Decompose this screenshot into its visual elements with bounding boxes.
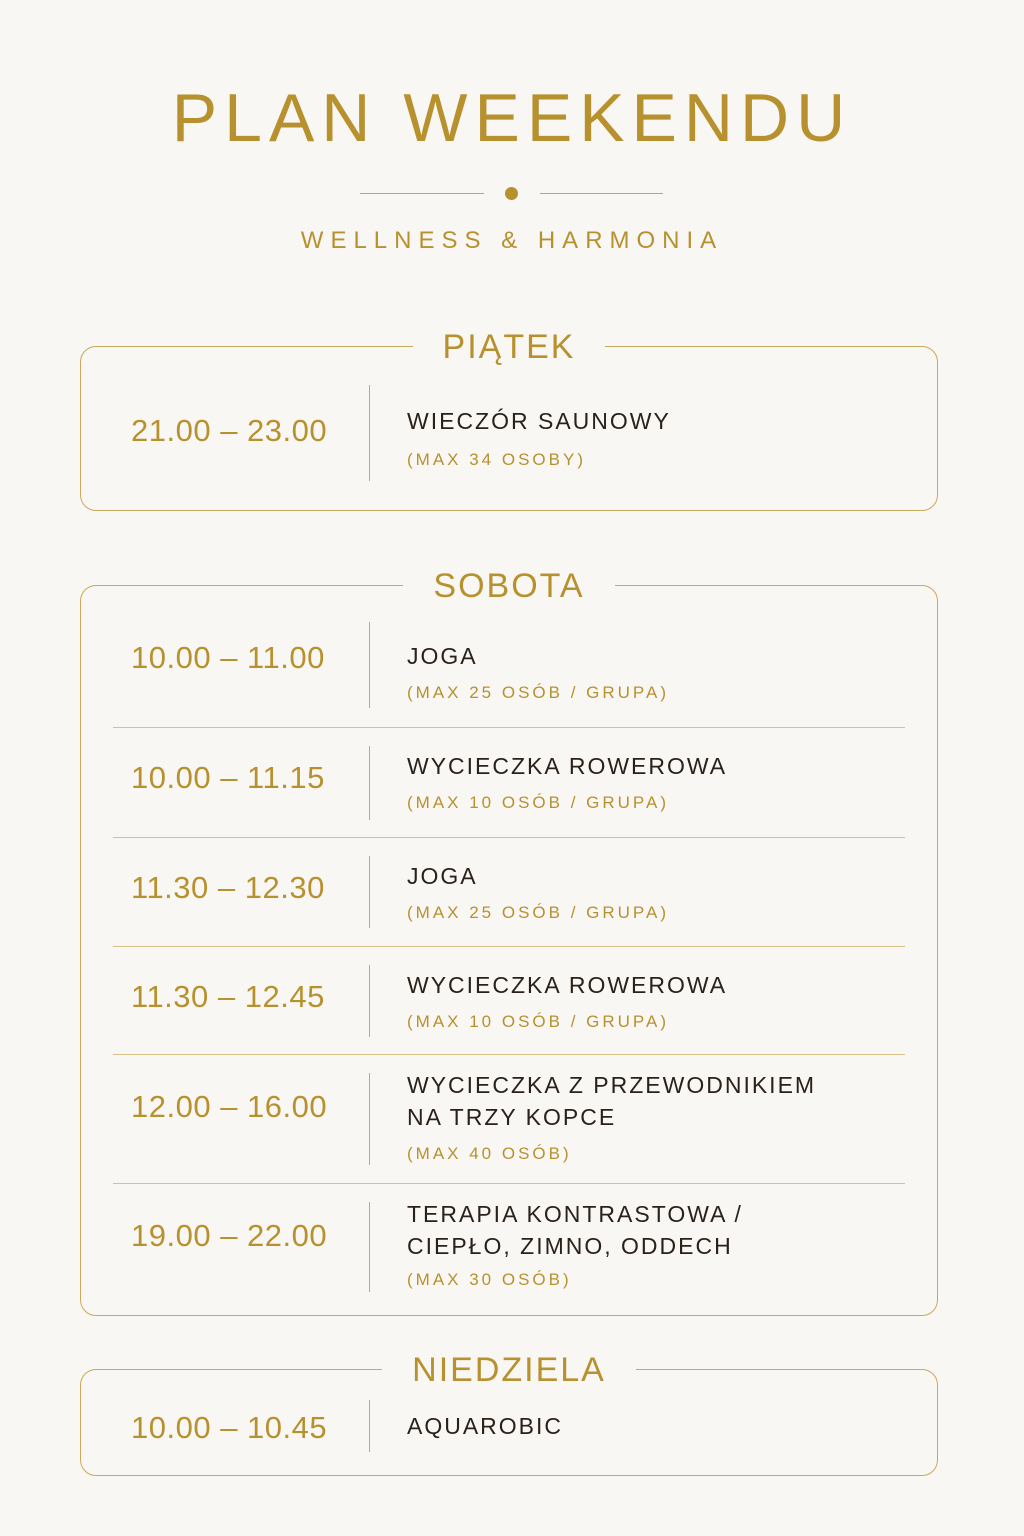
schedule-row [113, 947, 905, 1055]
event-note: (MAX 40 OSÓB) [407, 1144, 572, 1163]
event-note: (MAX 25 OSÓB / GRUPA) [407, 683, 670, 702]
day-heading [81, 325, 937, 369]
schedule-row [113, 1184, 905, 1304]
event-note: (MAX 10 OSÓB / GRUPA) [407, 1012, 670, 1031]
day-name: SOBOTA [403, 564, 614, 608]
event-activity-line1: TERAPIA KONTRASTOWA / [407, 1201, 743, 1227]
event-activity-line2: CIEPŁO, ZIMNO, ODDECH [407, 1233, 733, 1259]
row-divider-vertical [369, 1400, 370, 1452]
day-heading [81, 1348, 937, 1392]
divider-line-right [540, 193, 663, 194]
schedule-row [113, 1398, 905, 1454]
event-note: (MAX 10 OSÓB / GRUPA) [407, 793, 670, 812]
event-activity: JOGA [407, 863, 478, 889]
event-activity-line2: NA TRZY KOPCE [407, 1104, 617, 1130]
event-activity: WIECZÓR SAUNOWY [407, 408, 671, 434]
event-time: 21.00 – 23.00 [131, 413, 328, 448]
event-activity: WYCIECZKA ROWEROWA [407, 972, 728, 998]
divider-line-left [360, 193, 484, 194]
schedule-row [113, 586, 905, 728]
event-note: (MAX 34 OSOBY) [407, 450, 586, 469]
event-activity: WYCIECZKA ROWEROWA [407, 753, 728, 779]
schedule-row [113, 728, 905, 838]
row-divider-vertical [369, 1073, 370, 1165]
day-card-sunday [80, 1351, 938, 1476]
row-divider-vertical [369, 746, 370, 820]
event-note: (MAX 30 OSÓB) [407, 1270, 572, 1289]
schedule-row [113, 1055, 905, 1184]
row-divider-vertical [369, 965, 370, 1037]
page-title: PLAN WEEKENDU [171, 80, 853, 156]
event-activity: JOGA [407, 643, 478, 669]
event-activity-line1: WYCIECZKA Z PRZEWODNIKIEM [407, 1072, 817, 1098]
page-subtitle: WELLNESS & HARMONIA [300, 227, 724, 254]
day-name: NIEDZIELA [382, 1348, 636, 1392]
event-time: 11.30 – 12.30 [131, 870, 325, 905]
row-divider-vertical [369, 622, 370, 708]
event-activity: AQUAROBIC [407, 1413, 564, 1439]
schedule-row [113, 838, 905, 947]
event-time: 10.00 – 11.00 [131, 640, 325, 675]
schedule-row [113, 383, 905, 483]
row-divider-vertical [369, 1202, 370, 1292]
event-time: 11.30 – 12.45 [131, 979, 325, 1014]
divider-dot [505, 187, 518, 200]
day-name: PIĄTEK [413, 325, 606, 369]
event-time: 10.00 – 11.15 [131, 760, 325, 795]
day-card-saturday [80, 567, 938, 1316]
event-time: 19.00 – 22.00 [131, 1218, 328, 1253]
row-divider-vertical [369, 385, 370, 481]
title-divider [0, 193, 1024, 195]
event-time: 10.00 – 10.45 [131, 1410, 328, 1445]
event-note: (MAX 25 OSÓB / GRUPA) [407, 903, 670, 922]
row-divider-vertical [369, 856, 370, 928]
event-time: 12.00 – 16.00 [131, 1089, 328, 1124]
day-card-friday [80, 328, 938, 511]
